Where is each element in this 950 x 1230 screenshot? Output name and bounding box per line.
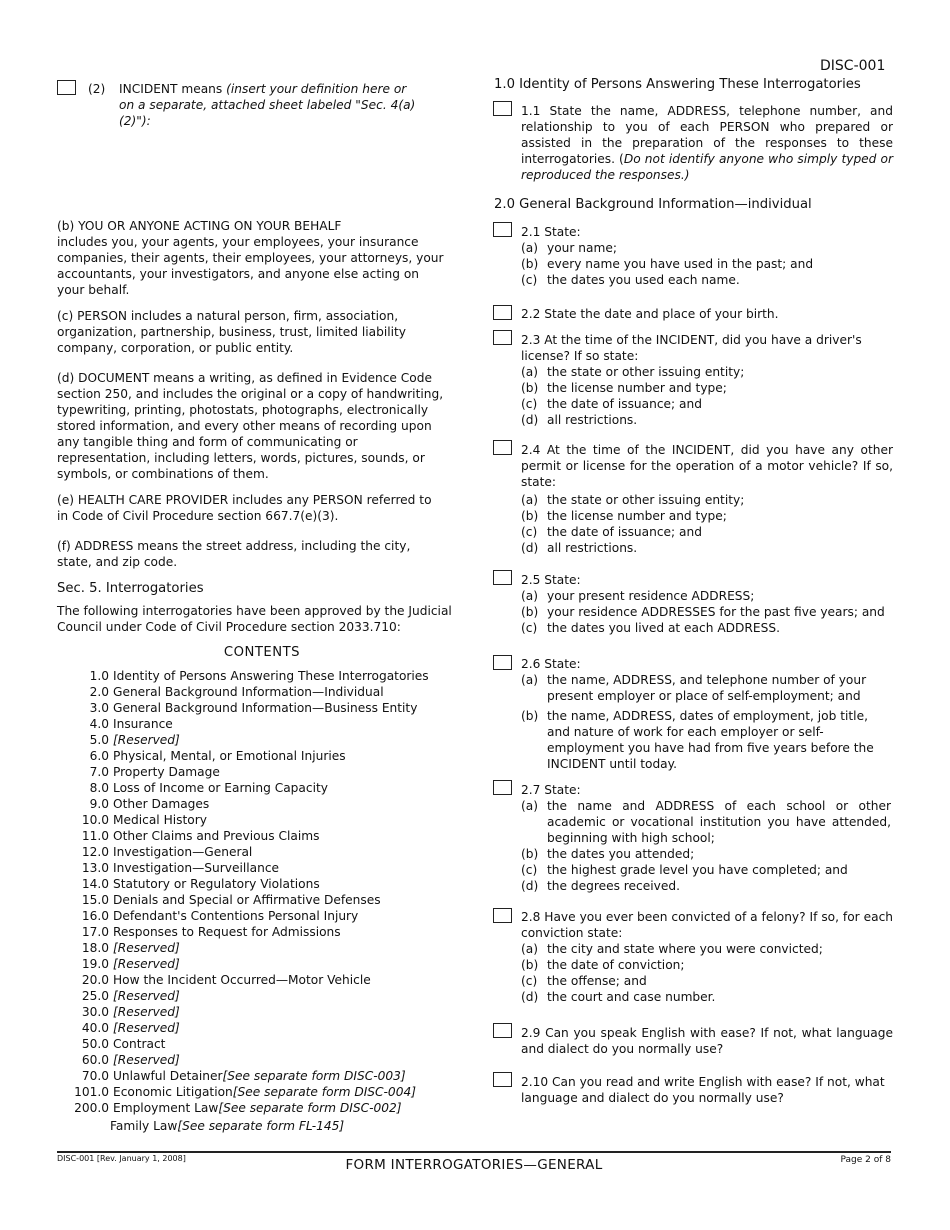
list-item: (a) the state or other issuing entity; [521, 365, 745, 379]
q1-1-text: 1.1 State the name, ADDRESS, telephone number, and relationship to you of each PERSON who prepared or assisted in the preparation of the responses to these interrogatories. (Do not identify anyone who simply typed or reproduced the responses.) [521, 104, 893, 182]
incident-instruction: (insert your definition here or on a separate, attached sheet labeled "Sec. 4(a)(2)"): [119, 82, 416, 128]
list-item: (a) your name; [521, 241, 617, 255]
list-item: (d) the degrees received. [521, 879, 680, 893]
contents-row: 7.0 Property Damage [89, 765, 220, 779]
incident-num: (2) [88, 82, 106, 96]
contents-row: 18.0 [Reserved] [81, 941, 180, 955]
contents-row: 9.0 Other Damages [89, 797, 210, 811]
contents-row: 11.0 Other Claims and Previous Claims [81, 829, 320, 843]
section-2-title: 2.0 General Background Information—individual [494, 197, 812, 212]
section-5-intro: The following interrogatories have been approved by the Judicial Council under Code of Civil Procedure section 2033.710: [57, 604, 452, 634]
list-item: (d) all restrictions. [521, 413, 638, 427]
contents-row: 10.0 Medical History [81, 813, 207, 827]
list-item: (a) the name and ADDRESS of each school or other academic or vocational institution you have attended, beginning with high school; [521, 799, 891, 845]
list-item: (b) the dates you attended; [521, 847, 695, 861]
definition-f: (f) ADDRESS means the street address, including the city, state, and zip code. [57, 539, 411, 569]
q2-1-checkbox[interactable] [493, 222, 512, 237]
contents-list [57, 668, 467, 1134]
footer-revision: DISC-001 [Rev. January 1, 2008] [57, 1154, 186, 1163]
list-item: (c) the dates you lived at each ADDRESS. [521, 621, 780, 635]
list-item: (c) the dates you used each name. [521, 273, 740, 287]
contents-row: 200.0 Employment Law [See separate form DISC-002] [74, 1101, 402, 1115]
definition-b [57, 218, 447, 298]
q2-6-checkbox[interactable] [493, 655, 512, 670]
q2-4-text: 2.4 At the time of the INCIDENT, did you have any other permit or license for the operation of a motor vehicle? If so, state: (a) the state or other issuing entity; (b) the license number and type; (c) the date of issuance; and (d) all restrictions. [521, 443, 893, 555]
contents-row: 4.0 Insurance [89, 717, 173, 731]
q2-9-checkbox[interactable] [493, 1023, 512, 1038]
list-item: (a) the state or other issuing entity; [521, 493, 745, 507]
q2-9-text: 2.9 Can you speak English with ease? If not, what language and dialect do you normally use? [521, 1026, 893, 1056]
footer-rule [57, 1151, 891, 1153]
contents-title: CONTENTS [223, 645, 301, 660]
contents-row: 15.0 Denials and Special or Affirmative Defenses [81, 893, 381, 907]
contents-row: 50.0 Contract [81, 1037, 166, 1051]
q2-1-text: 2.1 State: (a) your name; (b) every name you have used in the past; and (c) the dates you used each name. [521, 224, 893, 288]
contents-row: 30.0 [Reserved] [81, 1005, 180, 1019]
section-1-title: 1.0 Identity of Persons Answering These Interrogatories [494, 77, 861, 92]
q2-2-checkbox[interactable] [493, 305, 512, 320]
list-item: (a) the city and state where you were convicted; [521, 942, 823, 956]
contents-row: 2.0 General Background Information—Individual [89, 685, 384, 699]
q2-5-checkbox[interactable] [493, 570, 512, 585]
contents-row: 60.0 [Reserved] [81, 1053, 180, 1067]
contents-row: 13.0 Investigation—Surveillance [81, 861, 280, 875]
list-item: (b) the license number and type; [521, 509, 727, 523]
definition-b-body: includes you, your agents, your employees, your insurance companies, their agents, their employees, your attorneys, your accountants, your investigators, and anyone else acting on your behalf. [57, 235, 444, 297]
incident-lead: INCIDENT means [119, 82, 223, 96]
contents-row-family-law: Family Law [See separate form FL-145] [110, 1119, 345, 1133]
contents-row: 6.0 Physical, Mental, or Emotional Injuries [89, 749, 346, 763]
q2-8-text: 2.8 Have you ever been convicted of a felony? If so, for each conviction state: (a) the city and state where you were convicted; (b) the date of conviction; (c) the offense; and (d) the court and case number. [521, 910, 893, 1004]
q2-6-text: 2.6 State: (a) the name, ADDRESS, and telephone number of your present employer or place of self-employment; and (b) the name, ADDRESS, dates of employment, job title, and nature of work for each employer or self-employment you have had from five years before the INCIDENT until today. [521, 656, 893, 772]
q2-7-checkbox[interactable] [493, 780, 512, 795]
list-item: (a) your present residence ADDRESS; [521, 589, 755, 603]
list-item: (b) every name you have used in the past; and [521, 257, 814, 271]
list-item: (d) the court and case number. [521, 990, 716, 1004]
q1-1-checkbox[interactable] [493, 101, 512, 116]
q2-3-checkbox[interactable] [493, 330, 512, 345]
contents-row: 17.0 Responses to Request for Admissions [81, 925, 341, 939]
definition-e: (e) HEALTH CARE PROVIDER includes any PERSON referred to in Code of Civil Procedure section 667.7(e)(3). [57, 493, 432, 523]
list-item: (b) your residence ADDRESSES for the past five years; and [521, 605, 885, 619]
q2-7-text: 2.7 State: (a) the name and ADDRESS of each school or other academic or vocational institution you have attended, beginning with high school; (b) the dates you attended; (c) the highest grade level you have completed; and (d) the degrees received. [521, 783, 891, 893]
q2-10-text: 2.10 Can you read and write English with ease? If not, what language and dialect do you normally use? [521, 1075, 885, 1105]
section-5-title: Sec. 5. Interrogatories [57, 581, 204, 596]
definition-b-head: (b) YOU OR ANYONE ACTING ON YOUR BEHALF [57, 219, 342, 233]
incident-checkbox[interactable] [57, 80, 76, 95]
list-item: (c) the offense; and [521, 974, 647, 988]
q2-10-checkbox[interactable] [493, 1072, 512, 1087]
definition-c: (c) PERSON includes a natural person, firm, association, organization, partnership, business, trust, limited liability company, corporation, or public entity. [57, 309, 406, 355]
contents-row: 25.0 [Reserved] [81, 989, 180, 1003]
contents-row: 20.0 How the Incident Occurred—Motor Vehicle [81, 973, 371, 987]
list-item: (c) the highest grade level you have completed; and [521, 863, 848, 877]
contents-row: 5.0 [Reserved] [89, 733, 180, 747]
footer-page-number: Page 2 of 8 [840, 1155, 891, 1165]
q2-4-checkbox[interactable] [493, 440, 512, 455]
form-number: DISC-001 [820, 58, 886, 74]
list-item: (c) the date of issuance; and [521, 397, 702, 411]
contents-row: 12.0 Investigation—General [81, 845, 253, 859]
contents-row: 70.0 Unlawful Detainer [See separate form DISC-003] [81, 1069, 406, 1083]
list-item: (b) the license number and type; [521, 381, 727, 395]
contents-row: 1.0 Identity of Persons Answering These Interrogatories [89, 669, 429, 683]
contents-row: 101.0 Economic Litigation [See separate form DISC-004] [74, 1085, 416, 1099]
q2-3-text: 2.3 At the time of the INCIDENT, did you have a driver's license? If so state: (a) the state or other issuing entity; (b) the license number and type; (c) the date of issuance; and (d) all restrictions. [521, 332, 893, 428]
list-item: (c) the date of issuance; and [521, 525, 702, 539]
q2-2-text: 2.2 State the date and place of your birth. [521, 307, 779, 321]
list-item: (a) the name, ADDRESS, and telephone number of your present employer or place of self-employment; and [521, 673, 867, 703]
q2-8-checkbox[interactable] [493, 908, 512, 923]
footer-title: FORM INTERROGATORIES—GENERAL [345, 1157, 603, 1173]
contents-row: 3.0 General Background Information—Business Entity [89, 701, 418, 715]
contents-row: 8.0 Loss of Income or Earning Capacity [89, 781, 328, 795]
contents-row: 14.0 Statutory or Regulatory Violations [81, 877, 320, 891]
q2-5-text: 2.5 State: (a) your present residence ADDRESS; (b) your residence ADDRESSES for the past five years; and (c) the dates you lived at each ADDRESS. [521, 572, 901, 636]
contents-row: 16.0 Defendant's Contentions Personal Injury [81, 909, 359, 923]
incident-definition [88, 81, 428, 129]
contents-row: 19.0 [Reserved] [81, 957, 180, 971]
list-item: (d) all restrictions. [521, 541, 638, 555]
list-item: (b) the name, ADDRESS, dates of employment, job title, and nature of work for each employer or self-employment you have had from five years before the INCIDENT until today. [521, 709, 874, 771]
definition-d: (d) DOCUMENT means a writing, as defined in Evidence Code section 250, and includes the original or a copy of handwriting, typewriting, printing, photostats, photographs, electronically stored information, and every other means of recording upon any tangible thing and form of communicating or representation, including letters, words, pictures, sounds, or symbols, or combinations of them. [57, 371, 444, 481]
list-item: (b) the date of conviction; [521, 958, 685, 972]
contents-row: 40.0 [Reserved] [81, 1021, 180, 1035]
